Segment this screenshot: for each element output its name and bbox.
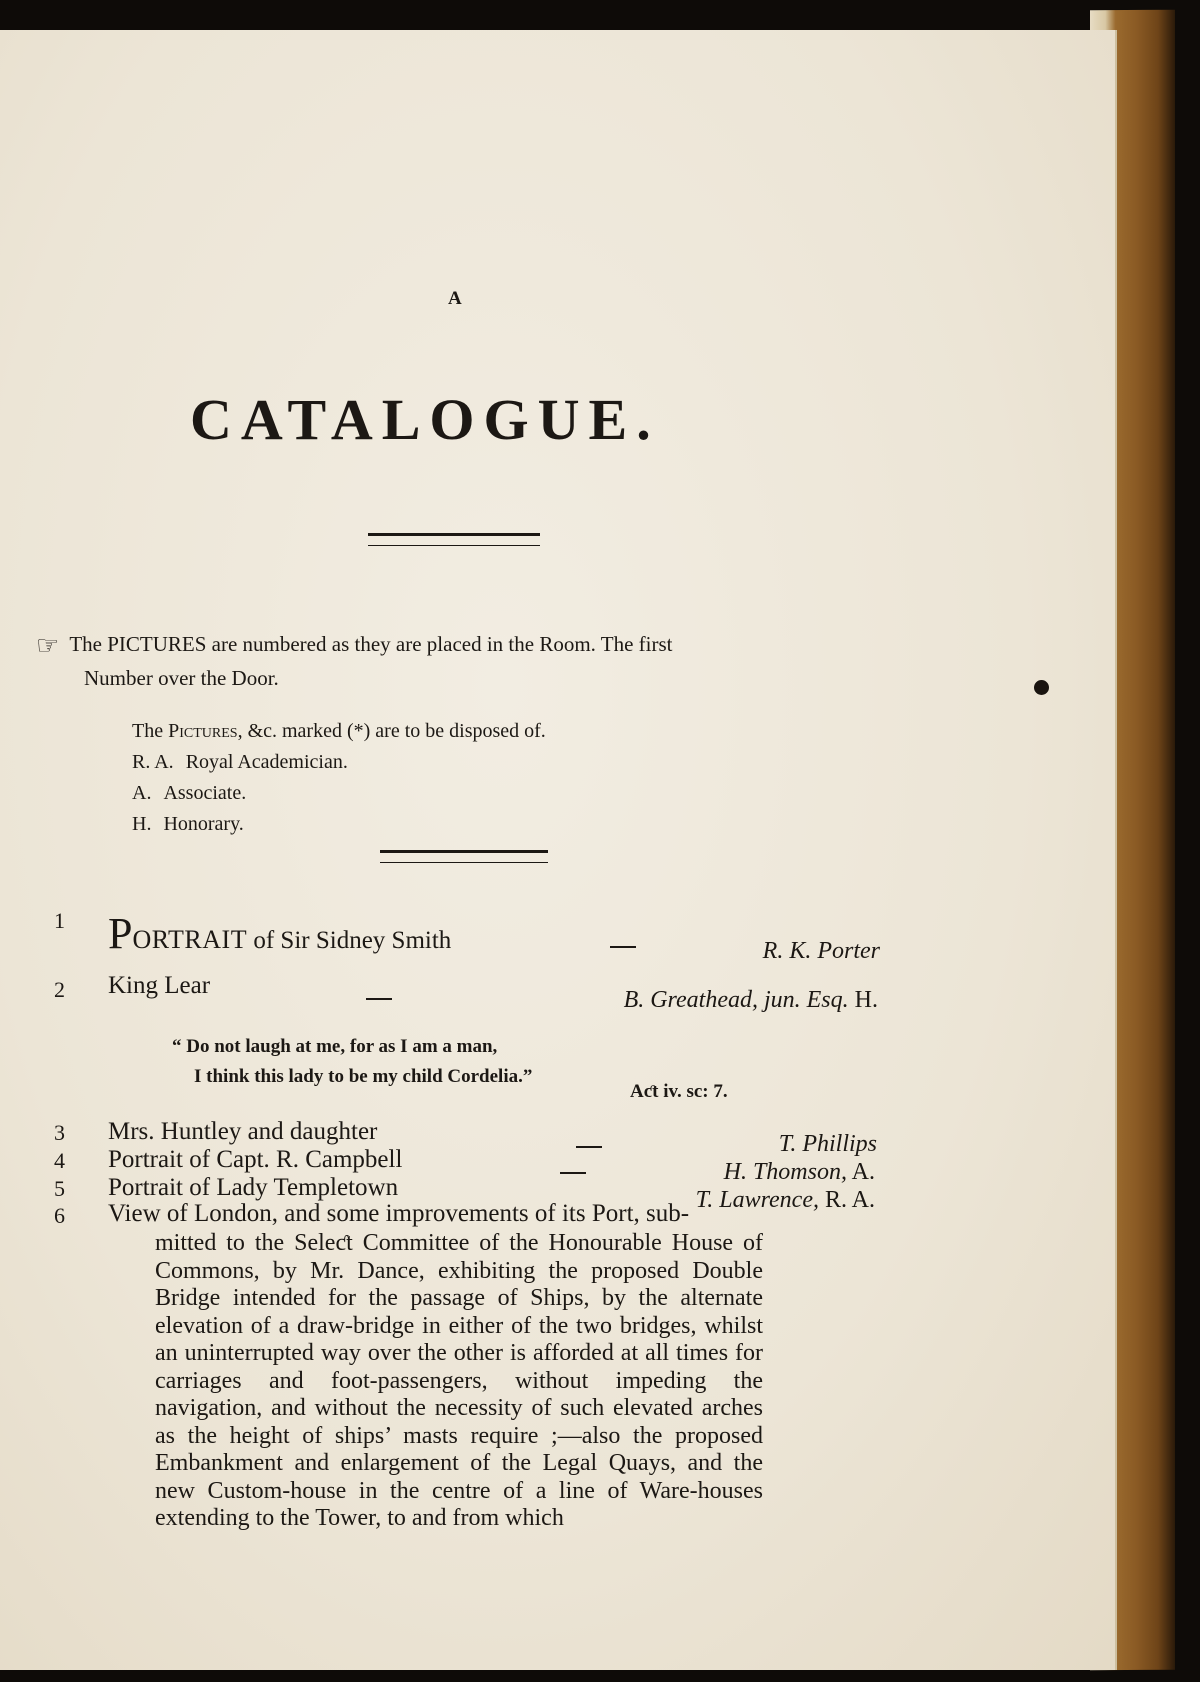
entry-dash: [610, 946, 636, 948]
entry-title: Portrait of Capt. R. Campbell: [108, 1146, 403, 1173]
entry-dash: [576, 1146, 602, 1148]
pointing-hand-icon: ☞: [36, 631, 60, 660]
divider-rule: [380, 850, 548, 863]
entry-title: View of London, and some improvements of its Port, sub-: [108, 1200, 690, 1227]
entry-description: mitted to the Seleƈt Committee of the Honourable House of Commons, by Mr. Dance, exhibiting the proposed Double Bridge intended for the passage of Ships, by the alternate elevation of a draw-bridge in either of the two bridges, whilst an uninterrupted way over the other is afforded at all times for carriages and foot-passengers, without impeding the navigation, and without the necessity of such elevated arches as the height of ships’ masts require ;—also the proposed Embankment and enlargement of the Legal Quays, and the new Custom-house in the centre of a line of Ware-houses extending to the Tower, to and from which: [155, 1230, 763, 1531]
notice-line-1: The PICTURES are numbered as they are placed in the Room. The first: [69, 632, 673, 656]
ink-spot: [1034, 680, 1049, 695]
quote-line: “ Do not laugh at me, for as I am a man,: [172, 1036, 498, 1057]
entry-title: Mrs. Huntley and daughter: [108, 1118, 378, 1145]
legend-row: R. A. Royal Academician.: [132, 751, 348, 773]
legend-row: H. Honorary.: [132, 813, 244, 835]
header-letter: A: [448, 288, 463, 309]
entry-dash: [560, 1172, 586, 1174]
legend: [132, 716, 546, 840]
page-title: CATALOGUE.: [190, 387, 660, 452]
entry-artist: H. Thomson, A.: [723, 1159, 875, 1185]
act-reference: Aƈt iv. sc: 7.: [630, 1081, 728, 1102]
catalogue-page: [0, 30, 1117, 1670]
entry-title: King Lear: [108, 972, 211, 999]
entry-number: 4: [54, 1148, 65, 1173]
notice: [36, 628, 896, 694]
divider-rule: [368, 533, 540, 546]
entry-number: 3: [54, 1120, 65, 1145]
legend-row: A. Associate.: [132, 782, 247, 804]
entry-number: 6: [54, 1203, 65, 1228]
entry-number: 2: [54, 977, 65, 1002]
entry-artist: T. Phillips: [778, 1131, 877, 1157]
entry-number: 1: [54, 908, 65, 933]
notice-line-2: Number over the Door.: [84, 666, 279, 690]
entry-artist: R. K. Porter: [762, 938, 880, 964]
legend-intro: The Pictures, &c. marked (*) are to be disposed of.: [132, 720, 546, 742]
quote-line: I think this lady to be my child Cordelia.”: [194, 1066, 533, 1087]
entry-title: PORTRAIT of Sir Sidney Smith: [108, 909, 452, 958]
entry-artist: T. Lawrence, R. A.: [695, 1187, 875, 1213]
entry-number: 5: [54, 1176, 65, 1201]
entry-dash: [366, 998, 392, 1000]
entry-artist: B. Greathead, jun. Esq. H.: [623, 987, 878, 1013]
entry-title: Portrait of Lady Templetown: [108, 1174, 399, 1201]
